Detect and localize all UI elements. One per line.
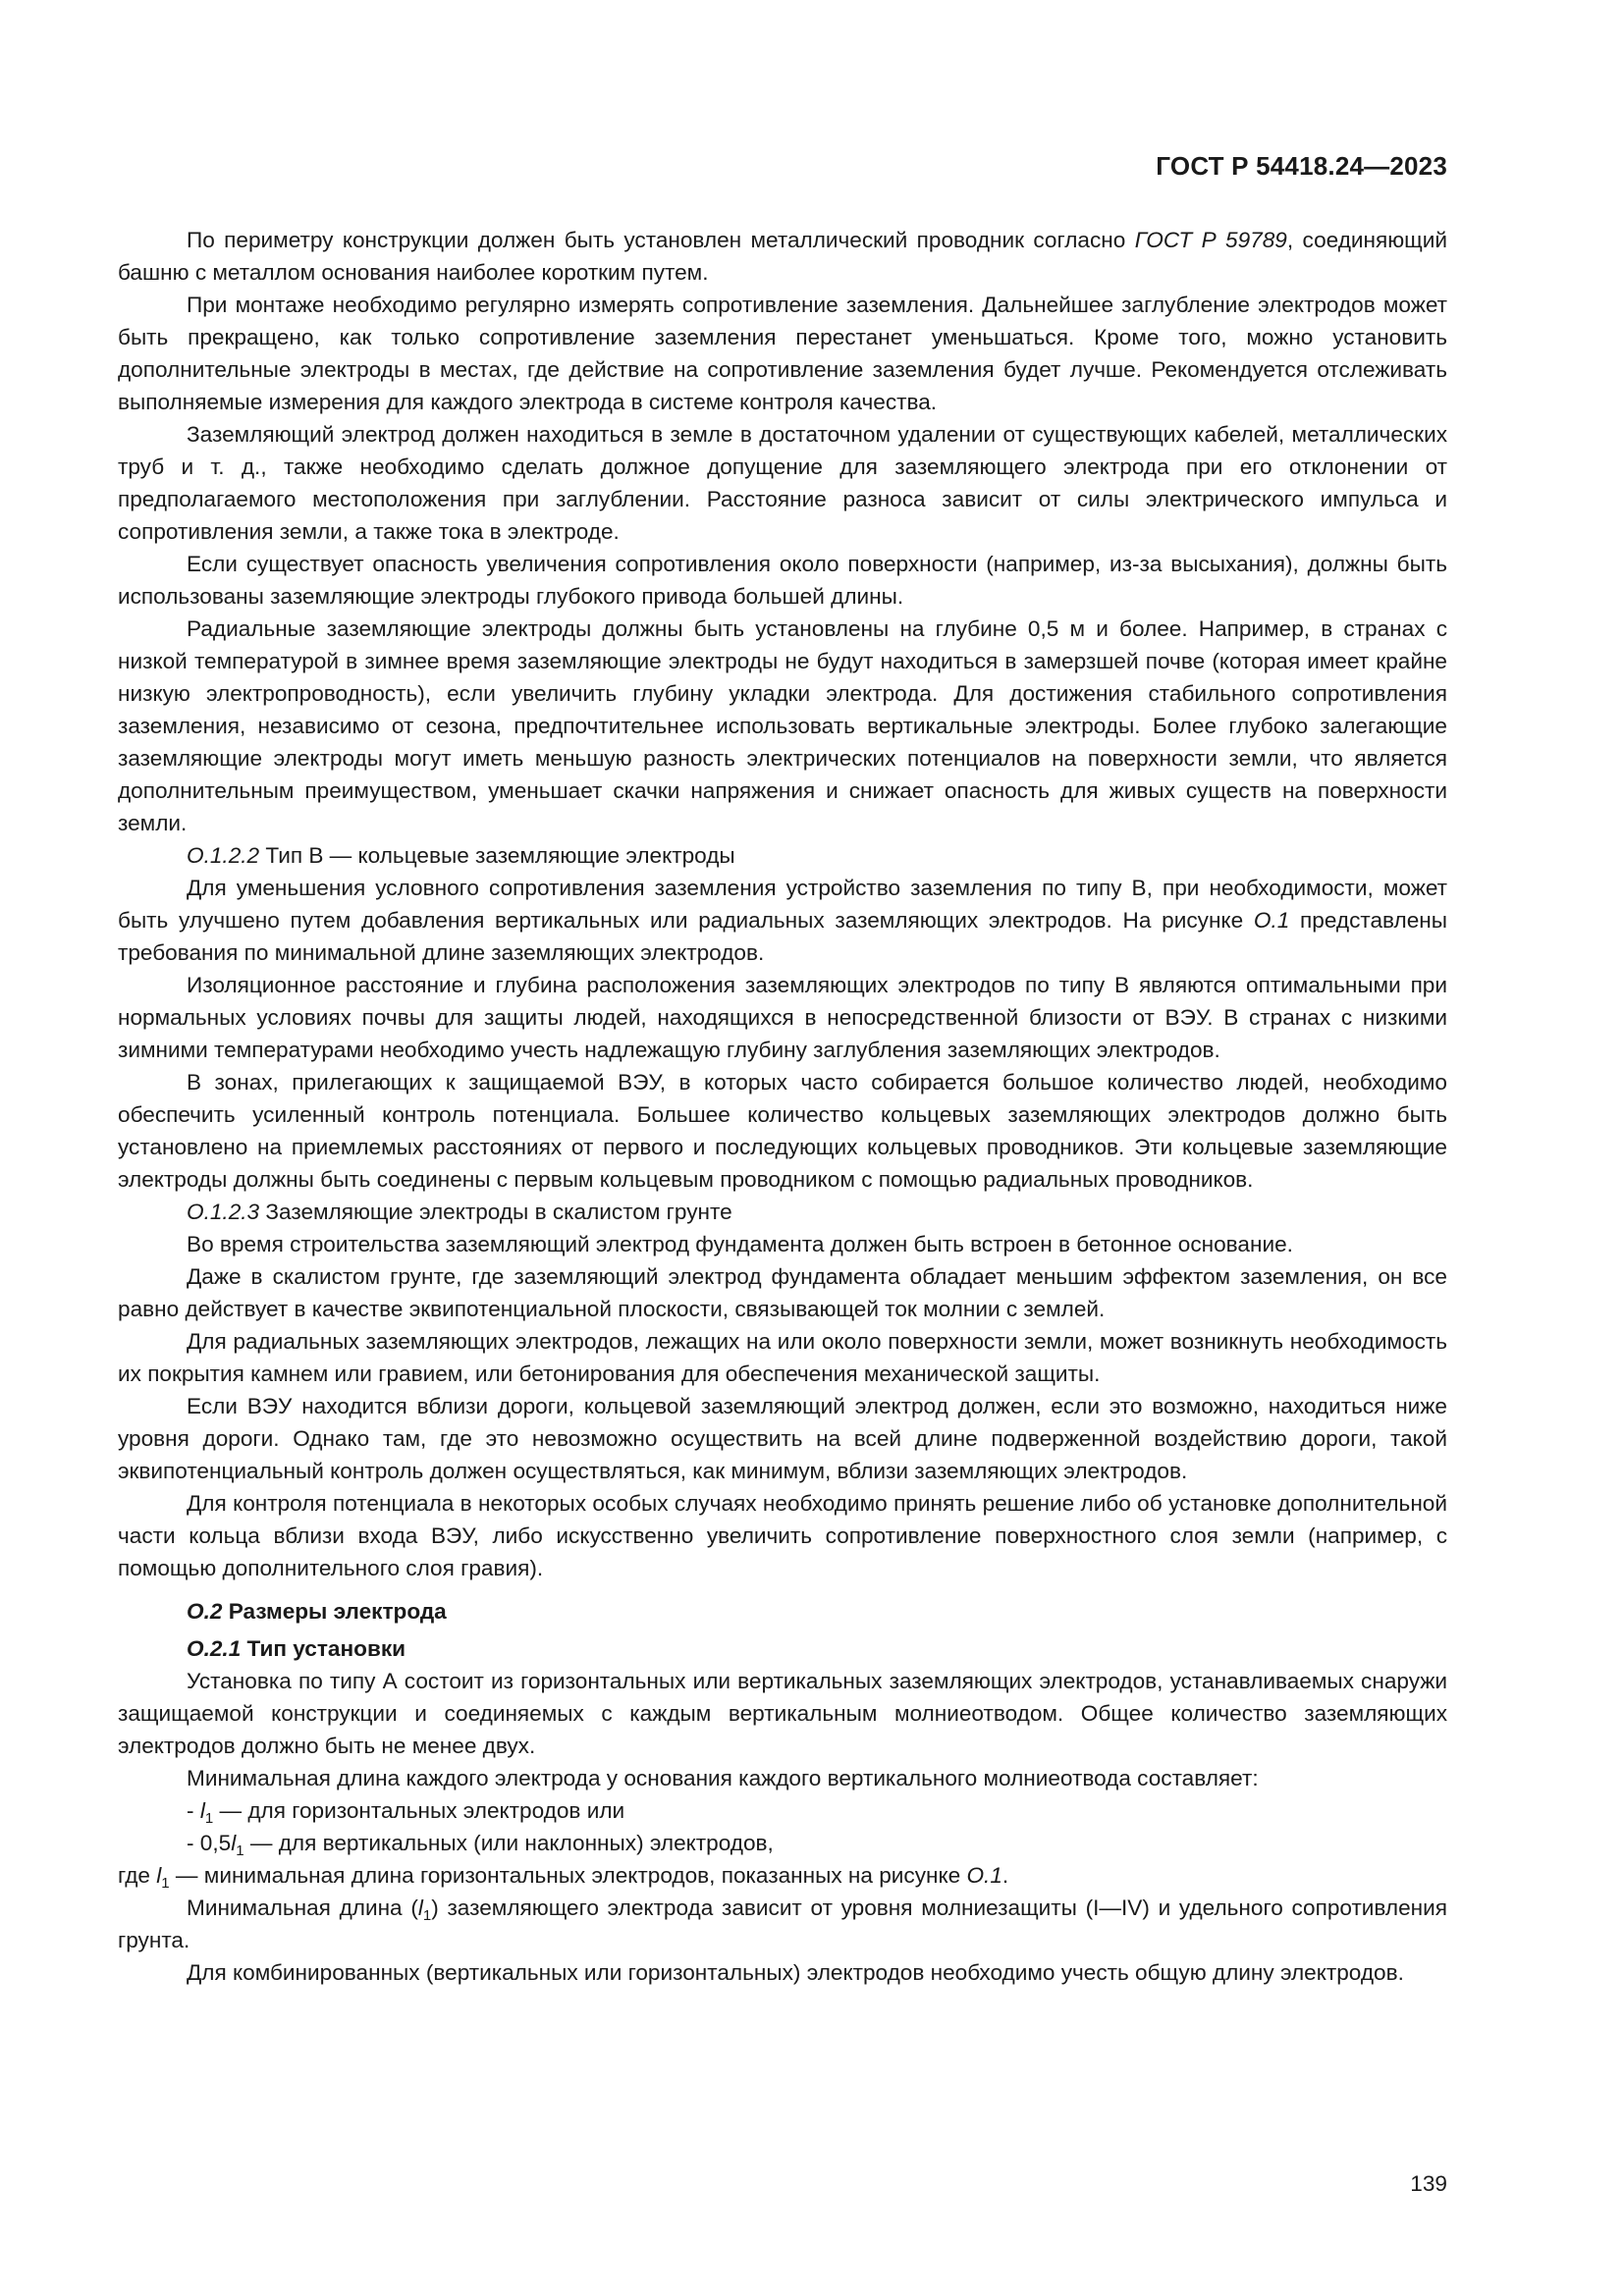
paragraph: - $l_1$ — для горизонтальных электродов или (187, 1798, 625, 1827)
paragraph: Во время строительства заземляющий электрод фундамента должен быть встроен в бетонное основание. (187, 1232, 1293, 1256)
paragraph: Изоляционное расстояние и глубина расположения заземляющих электродов по типу В являются оптимальными при нормальных условиях почвы для защиты людей, находящихся в непосредственной близости от ВЭУ. В странах с низкими зимними температурами необходимо учесть надлежащую глубину заглубления заземляющих электродов. (118, 973, 1447, 1062)
paragraph: При монтаже необходимо регулярно измерять сопротивление заземления. Дальнейшее заглубление электродов может быть прекращено, как только сопротивление заземления перестанет уменьшаться. Кроме того, можно установить дополнительные электроды в местах, где действие на сопротивление заземления будет лучше. Рекомендуется отслеживать выполняемые измерения для каждого электрода в системе контроля качества. (118, 293, 1447, 414)
paragraph: По периметру конструкции должен быть установлен металлический проводник согласно ГОСТ Р 59789, соединяющий башню с металлом основания наиболее коротким путем. (118, 228, 1447, 285)
paragraph: Заземляющий электрод должен находиться в земле в достаточном удалении от существующих кабелей, металлических труб и т. д., также необходимо сделать должное допущение для заземляющего электрода при его отклонении от предполагаемого местоположения при заглублении. Расстояние разноса зависит от силы электрического импульса и сопротивления земли, а также тока в электроде. (118, 422, 1447, 544)
paragraph: Для комбинированных (вертикальных или горизонтальных) электродов необходимо учесть общую длину электродов. (187, 1960, 1404, 1985)
standard-designation: ГОСТ Р 54418.24—2023 (1156, 151, 1447, 181)
page-number: 139 (1410, 2171, 1447, 2196)
paragraph: Даже в скалистом грунте, где заземляющий электрод фундамента обладает меньшим эффектом заземления, он все равно действует в качестве эквипотенциальной плоскости, связывающей ток молнии с землей. (118, 1264, 1447, 1321)
section-heading: О.2 Размеры электрода (187, 1599, 447, 1624)
paragraph: В зонах, прилегающих к защищаемой ВЭУ, в которых часто собирается большое количество людей, необходимо обеспечить усиленный контроль потенциала. Большее количество кольцевых заземляющих электродов должно быть установлено на приемлемых расстояниях от первого и последующих кольцевых проводников. Эти кольцевые заземляющие электроды должны быть соединены с первым кольцевым проводником с помощью радиальных проводников. (118, 1070, 1447, 1192)
paragraph: где $l_1$ — минимальная длина горизонтальных электродов, показанных на рисунке О.1. (118, 1863, 1009, 1892)
paragraph: Если существует опасность увеличения сопротивления около поверхности (например, из-за высыхания), должны быть использованы заземляющие электроды глубокого привода большей длины. (118, 552, 1447, 609)
paragraph: Для контроля потенциала в некоторых особых случаях необходимо принять решение либо об установке дополнительной части кольца вблизи входа ВЭУ, либо искусственно увеличить сопротивление поверхностного слоя земли (например, с помощью дополнительного слоя гравия). (118, 1491, 1447, 1580)
body-text (118, 224, 1447, 1989)
paragraph: Установка по типу А состоит из горизонтальных или вертикальных заземляющих электродов, устанавливаемых снаружи защищаемой конструкции и соединяемых с каждым вертикальным молниеотводом. Общее количество заземляющих электродов должно быть не менее двух. (118, 1669, 1447, 1758)
paragraph: Если ВЭУ находится вблизи дороги, кольцевой заземляющий электрод должен, если это возможно, находиться ниже уровня дороги. Однако там, где это невозможно осуществить на всей длине подверженной воздействию дороги, такой эквипотенциальный контроль должен осуществляться, как минимум, вблизи заземляющих электродов. (118, 1394, 1447, 1483)
paragraph: - $0,5l_1$ — для вертикальных (или наклонных) электродов, (187, 1831, 774, 1859)
paragraph: Для уменьшения условного сопротивления заземления устройство заземления по типу В, при необходимости, может быть улучшено путем добавления вертикальных или радиальных заземляющих электродов. На рисунке О.1 представлены требования по минимальной длине заземляющих электродов. (118, 876, 1447, 965)
paragraph: Для радиальных заземляющих электродов, лежащих на или около поверхности земли, может возникнуть необходимость их покрытия камнем или гравием, или бетонирования для обеспечения механической защиты. (118, 1329, 1447, 1386)
section-heading: О.2.1 Тип установки (187, 1636, 406, 1661)
paragraph: Минимальная длина каждого электрода у основания каждого вертикального молниеотвода составляет: (187, 1766, 1259, 1790)
paragraph: О.1.2.3 Заземляющие электроды в скалистом грунте (187, 1200, 732, 1224)
paragraph: О.1.2.2 Тип В — кольцевые заземляющие электроды (187, 843, 735, 868)
paragraph: Минимальная длина $(l_1)$ заземляющего электрода зависит от уровня молниезащиты (I—IV) и удельного сопротивления грунта. (118, 1896, 1447, 1952)
paragraph: Радиальные заземляющие электроды должны быть установлены на глубине 0,5 м и более. Например, в странах с низкой температурой в зимнее время заземляющие электроды не будут находиться в замерзшей почве (которая имеет крайне низкую электропроводность), если увеличить глубину укладки электрода. Для достижения стабильного сопротивления заземления, независимо от сезона, предпочтительнее использовать вертикальные электроды. Более глубоко залегающие заземляющие электроды могут иметь меньшую разность электрических потенциалов на поверхности земли, что является дополнительным преимуществом, уменьшает скачки напряжения и снижает опасность для живых существ на поверхности земли. (118, 616, 1447, 835)
